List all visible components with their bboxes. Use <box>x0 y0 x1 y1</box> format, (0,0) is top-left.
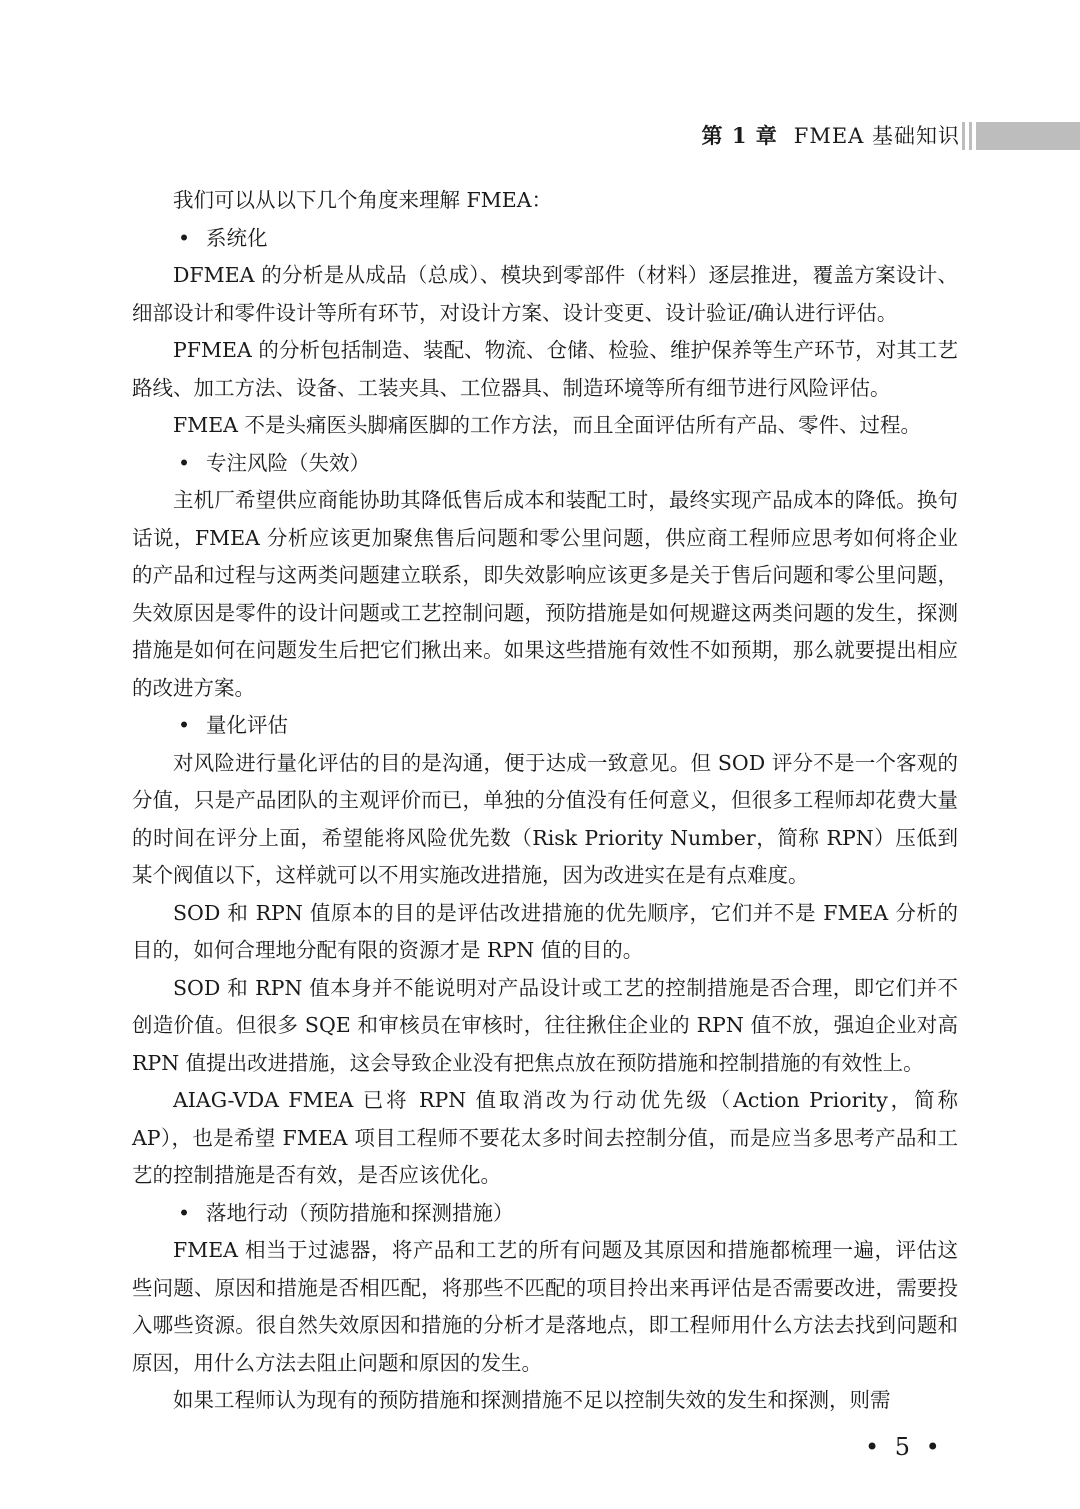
running-header <box>0 118 1080 154</box>
bullet-dot: • <box>178 713 191 737</box>
bullet-dot: • <box>178 225 191 250</box>
paragraph: PFMEA 的分析包括制造、装配、物流、仓储、检验、维护保养等生产环节，对其工艺路线、加工方法、设备、工装夹具、工位器具、制造环境等所有细节进行风险评估。 <box>132 338 958 400</box>
paragraph: FMEA 相当于过滤器，将产品和工艺的所有问题及其原因和措施都梳理一遍，评估这些问题、原因和措施是否相匹配，将那些不匹配的项目拎出来再评估是否需要改进，需要投入哪些资源。很自然失效原因和措施的分析才是落地点，即工程师用什么方法去找到问题和原因，用什么方法去阻止问题和原因的发生。 <box>132 1238 958 1375</box>
paragraph: 主机厂希望供应商能协助其降低售后成本和装配工时，最终实现产品成本的降低。换句话说，FMEA 分析应该更加聚焦售后问题和零公里问题，供应商工程师应思考如何将企业的产品和过程与这两类问题建立联系，即失效影响应该更多是关于售后问题和零公里问题，失效原因是零件的设计问题或工艺控制问题，预防措施是如何规避这两类问题的发生，探测措施是如何在问题发生后把它们揪出来。如果这些措施有效性不如预期，那么就要提出相应的改进方案。 <box>132 488 958 700</box>
bullet-heading <box>132 707 958 745</box>
chapter-number: 第 1 章 <box>701 123 778 148</box>
header-title <box>702 120 960 150</box>
bullet-label: 专注风险（失效） <box>206 450 370 475</box>
paragraph: 对风险进行量化评估的目的是沟通，便于达成一致意见。但 SOD 评分不是一个客观的分值，只是产品团队的主观评价而已，单独的分值没有任何意义，但很多工程师却花费大量的时间在评分上面，希望能将风险优先数（Risk Priority Number，简称 RPN）压低到某个阀值以下，这样就可以不用实施改进措施，因为改进实在是有点难度。 <box>132 750 958 887</box>
bullet-label: 落地行动（预防措施和探测措施） <box>206 1200 514 1225</box>
paragraph: AIAG-VDA FMEA 已将 RPN 值取消改为行动优先级（Action Priority，简称 AP），也是希望 FMEA 项目工程师不要花太多时间去控制分值，而是应当多思考产品和工艺的控制措施是否有效，是否应该优化。 <box>132 1088 958 1187</box>
bullet-dot: • <box>178 1200 191 1225</box>
paragraph: FMEA 不是头痛医头脚痛医脚的工作方法，而且全面评估所有产品、零件、过程。 <box>173 413 921 437</box>
bullet-heading <box>132 1195 958 1233</box>
body-text <box>132 182 958 1420</box>
bullet-label: 系统化 <box>206 225 268 250</box>
bullet-label: 量化评估 <box>206 713 288 737</box>
paragraph: DFMEA 的分析是从成品（总成）、模块到零部件（材料）逐层推进，覆盖方案设计、细部设计和零件设计等所有环节，对设计方案、设计变更、设计验证/确认进行评估。 <box>132 263 958 325</box>
bullet-heading <box>132 220 958 258</box>
paragraph: SOD 和 RPN 值本身并不能说明对产品设计或工艺的控制措施是否合理，即它们并不创造价值。但很多 SQE 和审核员在审核时，往往揪住企业的 RPN 值不放，强迫企业对高 RPN 值提出改进措施，这会导致企业没有把焦点放在预防措施和控制措施的有效性上。 <box>132 975 958 1075</box>
paragraph: 如果工程师认为现有的预防措施和探测措施不足以控制失效的发生和探测，则需 <box>173 1388 891 1412</box>
intro-paragraph: 我们可以从以下几个角度来理解 FMEA： <box>173 188 552 212</box>
bullet-dot: • <box>178 450 191 475</box>
chapter-title: FMEA 基础知识 <box>793 124 960 148</box>
bullet-heading <box>132 445 958 483</box>
paragraph: SOD 和 RPN 值原本的目的是评估改进措施的优先顺序，它们并不是 FMEA 分析的目的，如何合理地分配有限的资源才是 RPN 值的目的。 <box>132 900 958 962</box>
page-number: • 5 • <box>865 1433 944 1461</box>
